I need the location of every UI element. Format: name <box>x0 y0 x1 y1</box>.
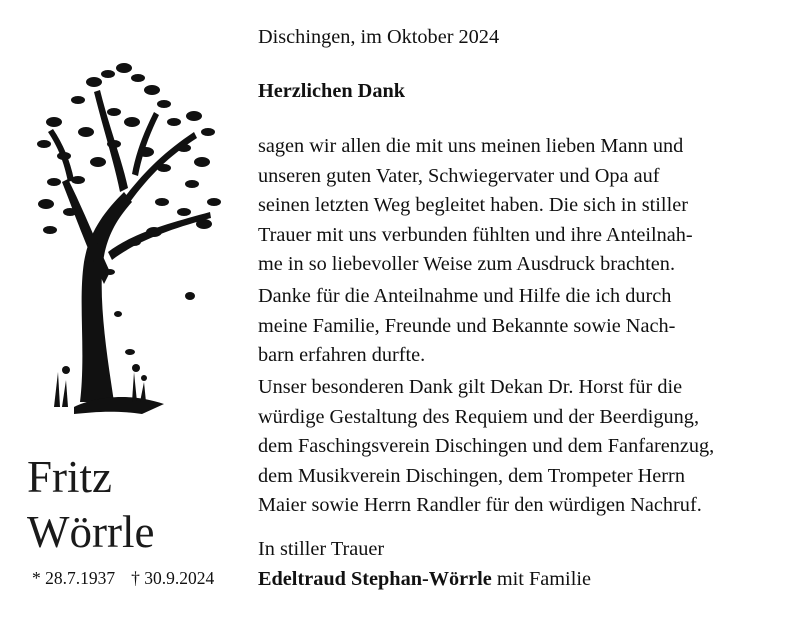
thanks-heading: Herzlichen Dank <box>258 80 406 102</box>
deceased-first-name: Fritz <box>27 452 112 502</box>
deceased-last-name: Wörrle <box>27 507 155 557</box>
text-line: unseren guten Vater, Schwiegervater und Opa auf <box>258 164 660 187</box>
text-line: seinen letzten Weg begleitet haben. Die sich in stiller <box>258 194 688 216</box>
text-line: Danke für die Anteilnahme und Hilfe die ich durch <box>258 285 672 307</box>
tree-silhouette-icon <box>34 52 224 424</box>
text-line: meine Familie, Freunde und Bekannte sowie Nach- <box>258 314 676 337</box>
signoff-intro: In stiller Trauer <box>258 538 385 560</box>
text-line: dem Musikverein Dischingen, dem Trompeter Herrn <box>258 464 685 487</box>
thanks-paragraph-3 <box>258 373 714 521</box>
text-line: würdige Gestaltung des Requiem und der Beerdigung, <box>258 405 700 428</box>
signer-suffix: mit Familie <box>491 567 591 590</box>
signer-name: Edeltraud Stephan-Wörrle <box>258 567 492 590</box>
text-line: barn erfahren durfte. <box>258 344 426 366</box>
life-dates <box>32 568 214 589</box>
text-line: Unser besonderen Dank gilt Dekan Dr. Horst für die <box>258 376 683 398</box>
signoff <box>258 535 591 594</box>
birth-date: * 28.7.1937 <box>32 568 116 588</box>
text-line: Maier sowie Herrn Randler für den würdigen Nachruf. <box>258 494 702 516</box>
text-line: me in so liebevoller Weise zum Ausdruck brachten. <box>258 253 676 275</box>
thanks-paragraph-2 <box>258 282 675 371</box>
text-line: sagen wir allen die mit uns meinen lieben Mann und <box>258 135 684 157</box>
death-date: † 30.9.2024 <box>131 568 215 588</box>
dateline: Dischingen, im Oktober 2024 <box>258 26 500 48</box>
text-line: dem Faschingsverein Dischingen und dem Fanfarenzug, <box>258 435 715 457</box>
text-line: Trauer mit uns verbunden fühlten und ihre Anteilnah- <box>258 223 693 246</box>
thanks-paragraph-1 <box>258 132 693 280</box>
signoff-line <box>258 565 591 595</box>
